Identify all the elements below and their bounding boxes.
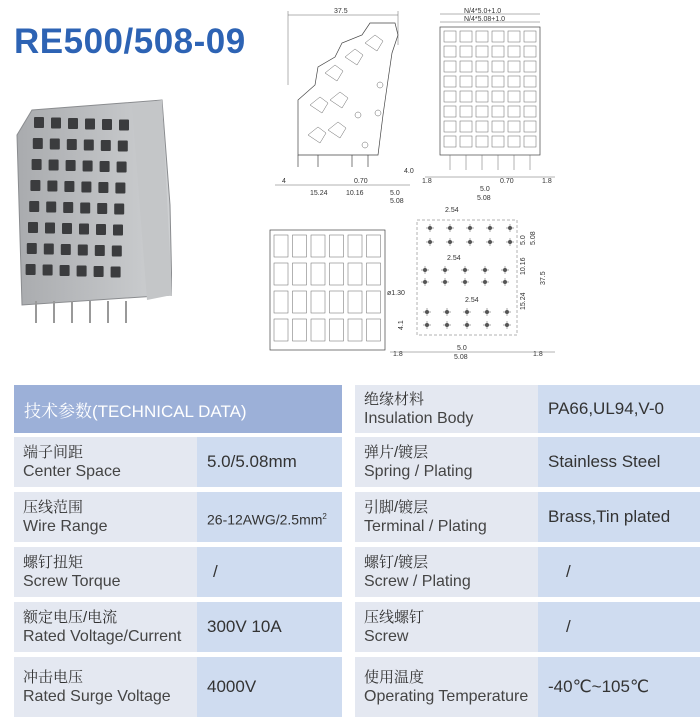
pcb-layout-drawing [385, 200, 560, 365]
spring-value: Stainless Steel [538, 437, 700, 487]
technical-data-table [14, 385, 700, 717]
svg-text:0.70: 0.70 [354, 178, 368, 185]
insulation-value: PA66,UL94,V-0 [538, 385, 700, 433]
svg-text:10.16: 10.16 [346, 190, 364, 197]
terminal-value: Brass,Tin plated [538, 492, 700, 542]
svg-text:1.8: 1.8 [533, 351, 543, 358]
operating-temp-label: 使用温度 Operating Temperature [355, 657, 538, 717]
insulation-label: 绝缘材料 Insulation Body [355, 385, 538, 433]
spring-label: 弹片/镀层 Spring / Plating [355, 437, 538, 487]
side-view-drawing [270, 5, 420, 205]
screw-value: / [538, 602, 700, 652]
rated-voltage-value: 300V 10A [197, 602, 342, 652]
rated-voltage-label: 额定电压/电流 Rated Voltage/Current [14, 602, 197, 652]
svg-text:5.08: 5.08 [454, 354, 468, 361]
screw-plating-value: / [538, 547, 700, 597]
table-row [14, 385, 700, 433]
table-row [14, 492, 700, 542]
svg-text:15.24: 15.24 [310, 190, 328, 197]
svg-text:5.0: 5.0 [520, 235, 527, 245]
svg-text:4: 4 [282, 178, 286, 185]
svg-text:5.0: 5.0 [390, 190, 400, 197]
svg-text:0.70: 0.70 [500, 178, 514, 185]
svg-text:37.5: 37.5 [540, 271, 547, 285]
screw-plating-label: 螺钉/镀层 Screw / Plating [355, 547, 538, 597]
svg-text:5.08: 5.08 [530, 231, 537, 245]
svg-text:1.8: 1.8 [393, 351, 403, 358]
svg-text:2.54: 2.54 [447, 255, 461, 262]
wire-range-value: $26-12AWG/2.5mm^2$ [197, 492, 342, 542]
svg-text:37.5: 37.5 [334, 8, 348, 15]
table-row [14, 602, 700, 652]
screw-torque-label: 螺钉扭矩 Screw Torque [14, 547, 197, 597]
svg-text:N/4*5.08+1.0: N/4*5.08+1.0 [464, 16, 506, 23]
terminal-label: 引脚/镀层 Terminal / Plating [355, 492, 538, 542]
svg-text:5.08: 5.08 [390, 198, 404, 205]
center-space-label: 端子间距 Center Space [14, 437, 197, 487]
surge-voltage-value: 4000V [197, 657, 342, 717]
svg-text:15.24: 15.24 [520, 292, 527, 310]
table-header: 技术参数(TECHNICAL DATA) [14, 385, 342, 433]
svg-text:ø1.30: ø1.30 [387, 290, 405, 297]
svg-text:4.0: 4.0 [404, 168, 414, 175]
operating-temp-value: -40℃~105℃ [538, 657, 700, 717]
table-row [14, 657, 700, 717]
product-title: RE500/508-09 [14, 22, 246, 61]
svg-text:5.08: 5.08 [477, 195, 491, 202]
screw-label: 压线螺钉 Screw [355, 602, 538, 652]
front-view-drawing [420, 5, 560, 205]
center-space-value: 5.0/5.08mm [197, 437, 342, 487]
product-photo [12, 95, 172, 325]
table-row [14, 547, 700, 597]
svg-text:1.8: 1.8 [542, 178, 552, 185]
svg-text:5.0: 5.0 [457, 345, 467, 352]
top-view-drawing [265, 225, 390, 360]
table-row [14, 437, 700, 487]
svg-text:2.54: 2.54 [445, 207, 459, 214]
svg-text:1.8: 1.8 [422, 178, 432, 185]
surge-voltage-label: 冲击电压 Rated Surge Voltage [14, 657, 197, 717]
svg-text:2.54: 2.54 [465, 297, 479, 304]
svg-text:4.1: 4.1 [398, 320, 405, 330]
svg-text:10.16: 10.16 [520, 257, 527, 275]
wire-range-label: 压线范围 Wire Range [14, 492, 197, 542]
screw-torque-value: / [197, 547, 342, 597]
svg-text:N/4*5.0+1.0: N/4*5.0+1.0 [464, 8, 502, 15]
svg-text:5.0: 5.0 [480, 186, 490, 193]
